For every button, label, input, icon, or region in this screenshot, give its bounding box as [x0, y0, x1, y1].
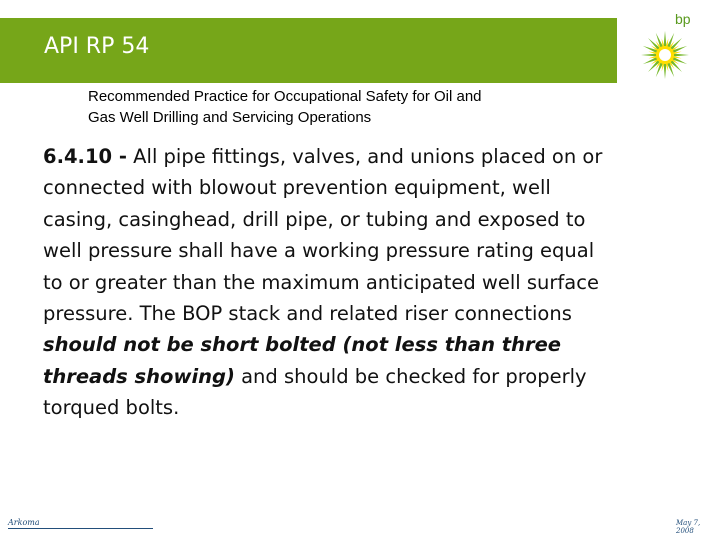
body-text-emphasis: should not be short bolted (not less than three threads showing) [43, 333, 562, 388]
footer-divider [8, 528, 153, 529]
section-number: 6.4.10 - [43, 145, 127, 168]
logo-ray [664, 64, 667, 79]
bp-helios-logo-icon [640, 30, 690, 80]
footer-date: May 7, 2008 [676, 519, 701, 535]
bp-logo-text: bp [675, 11, 691, 27]
subtitle-line-1: Recommended Practice for Occupational Safety for Oil and [88, 88, 482, 105]
logo-core [659, 49, 671, 61]
slide-subtitle [88, 86, 588, 128]
footer-company: Arkoma [8, 518, 40, 527]
body-text-part-2: and should be checked for properly torqued bolts. [43, 364, 587, 420]
subtitle-line-2: Gas Well Drilling and Servicing Operations [88, 109, 372, 126]
logo-ray [664, 31, 667, 46]
logo-ray [674, 54, 689, 57]
body-paragraph [43, 141, 613, 424]
slide-title: API RP 54 [44, 34, 150, 59]
body-text-part-1: All pipe fittings, valves, and unions placed on or connected with blowout prevention equipment, well casing, casinghead, drill pipe, or tubing and exposed to well pressure shall have a working pressure rating equal to or greater than the maximum anticipated well surface pressure. The BOP stack and related riser connections [43, 145, 603, 326]
logo-ray [641, 54, 656, 57]
